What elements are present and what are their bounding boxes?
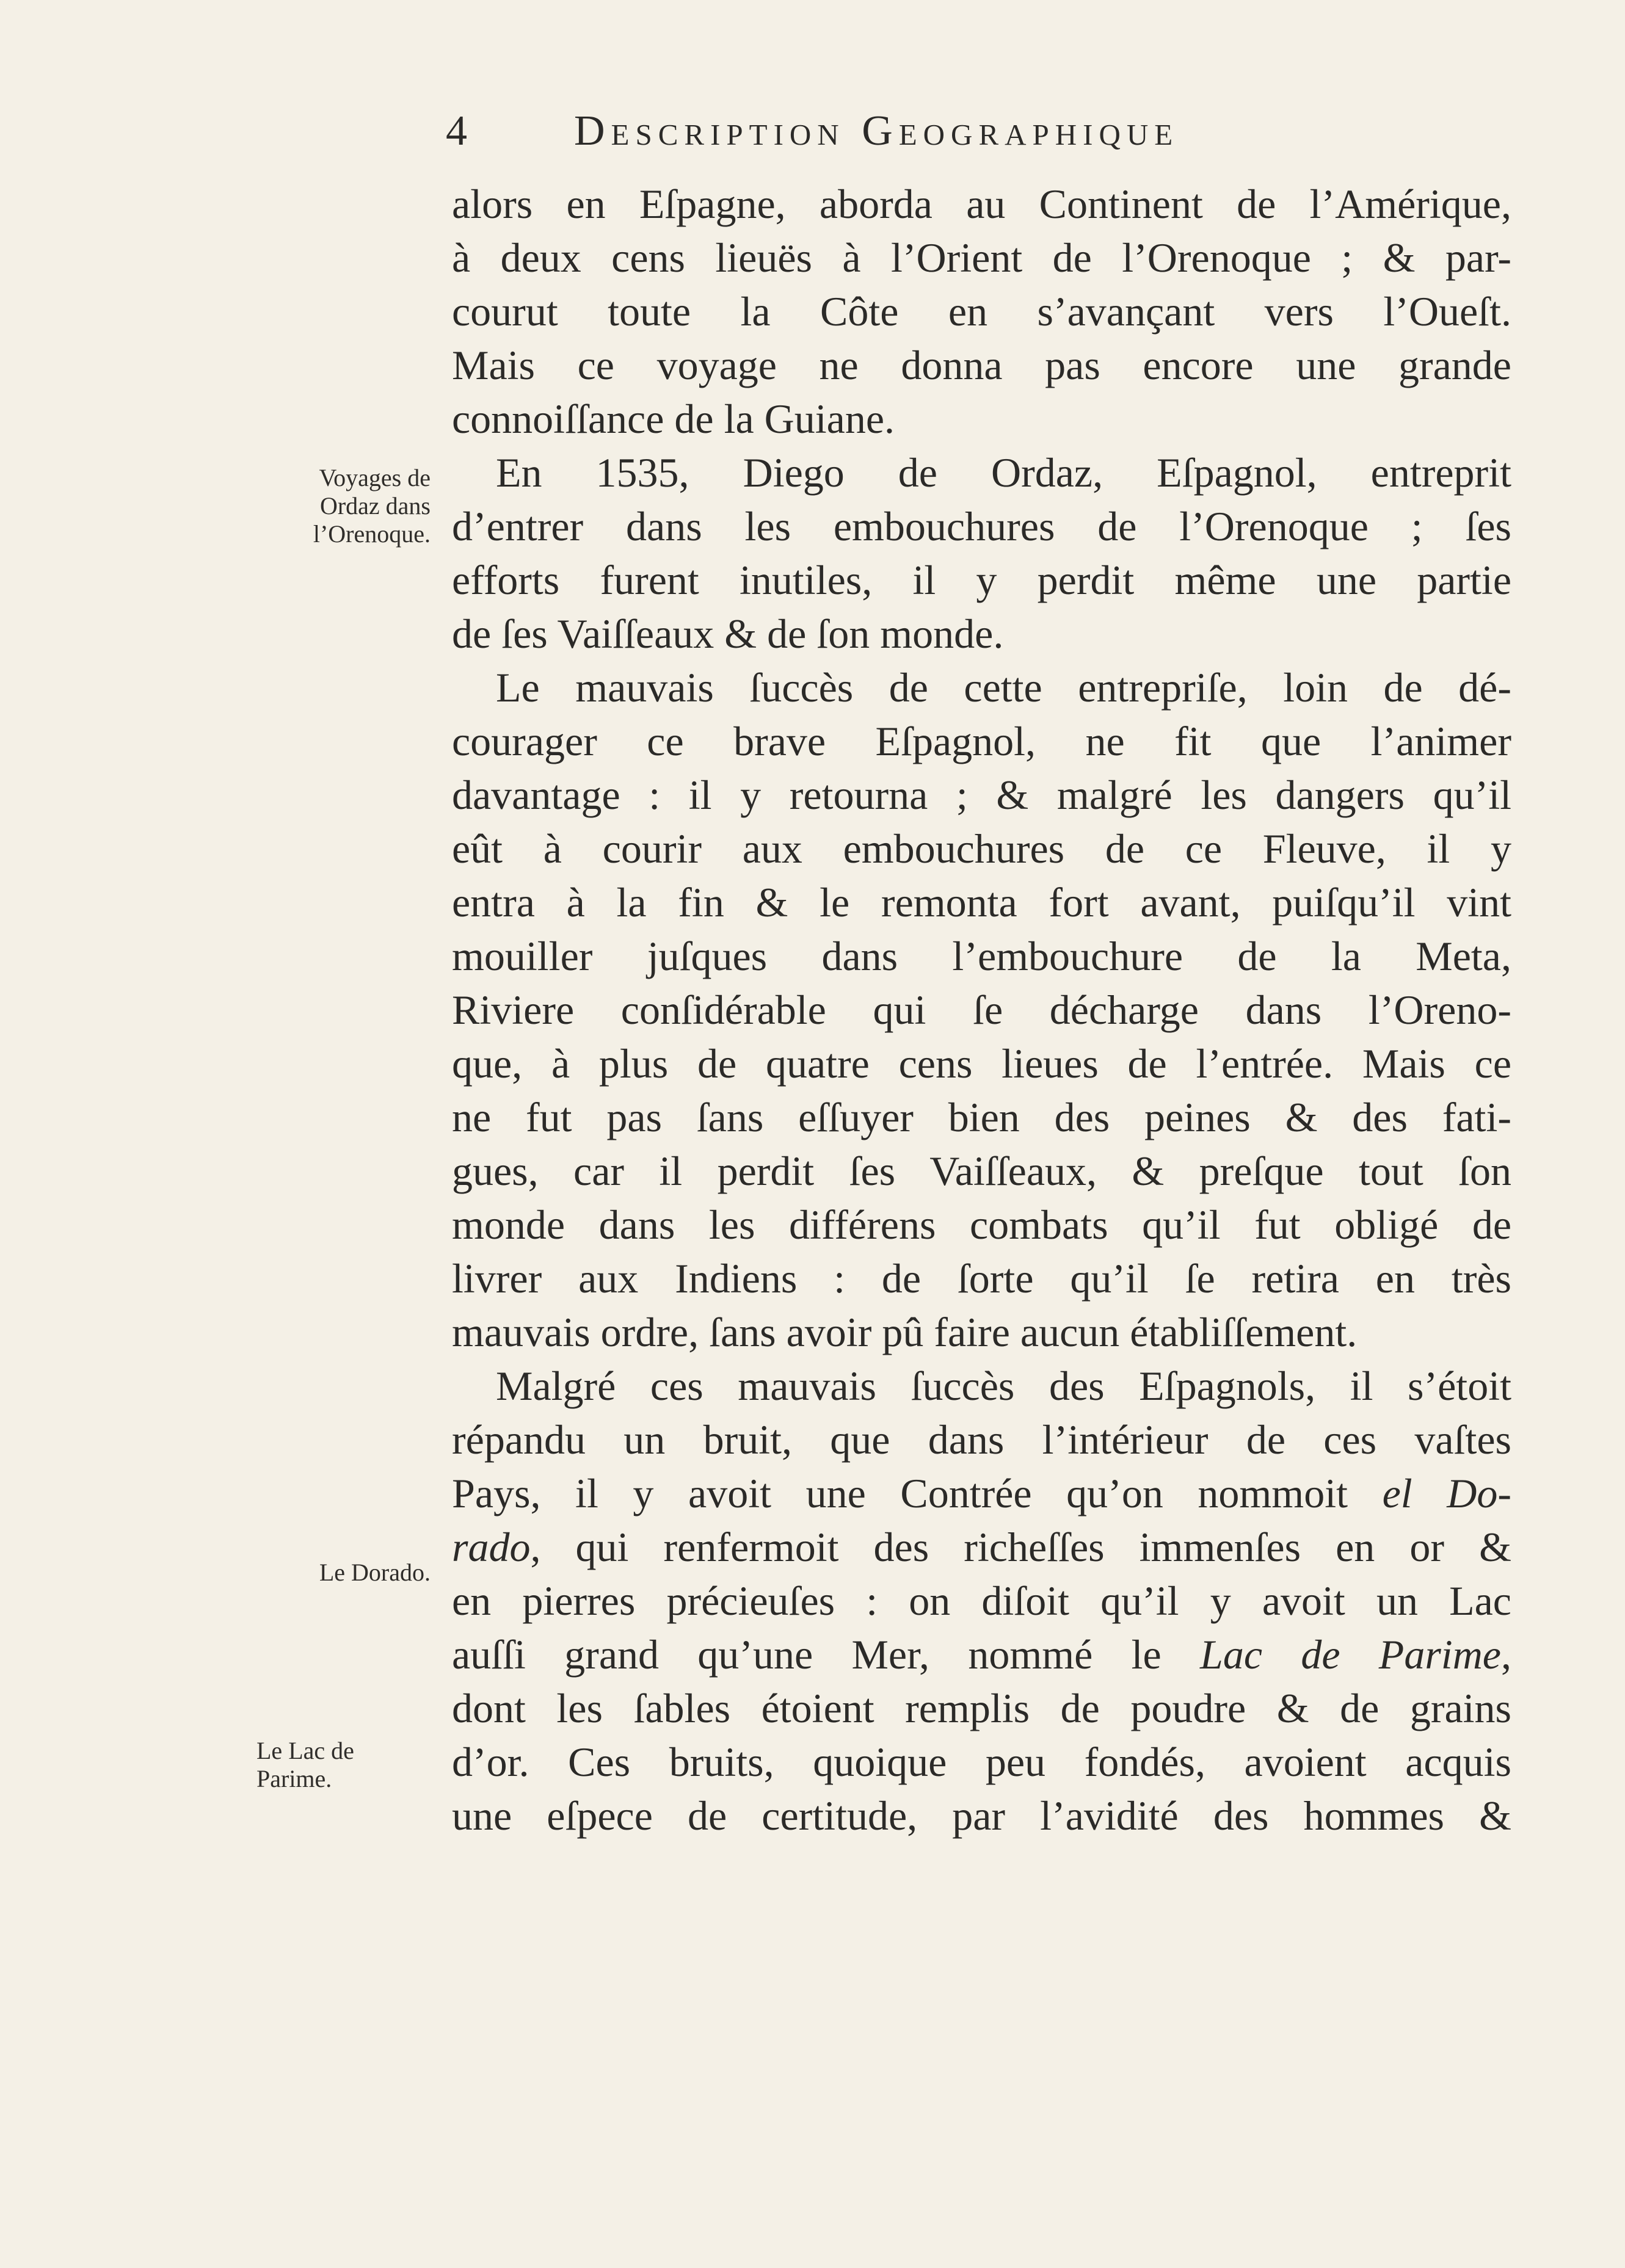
text-line: Malgré ces mauvais ſuccès des Eſpagnols, il s’étoit: [496, 1363, 1511, 1409]
text-line: courager ce brave Eſpagnol, ne fit que l’animer: [452, 718, 1511, 764]
text-line: à deux cens lieuës à l’Orient de l’Orenoque ; & par-: [452, 234, 1511, 281]
text-line: gues, car il perdit ſes Vaiſſeaux, & preſque tout ſon: [452, 1148, 1511, 1194]
text-line: une eſpece de certitude, par l’avidité des hommes &: [452, 1792, 1511, 1839]
text-line: Mais ce voyage ne donna pas encore une grande: [452, 342, 1511, 388]
running-title: Description Geographique: [574, 107, 1179, 154]
text-line: eût à courir aux embouchures de ce Fleuve, il y: [452, 825, 1511, 872]
text-line: répandu un bruit, que dans l’intérieur de ces vaſtes: [452, 1416, 1511, 1463]
text-line: que, à plus de quatre cens lieues de l’entrée. Mais ce: [452, 1040, 1511, 1087]
text-line-dorado: [452, 1466, 1511, 1520]
italic-term: el Do-: [1382, 1470, 1512, 1516]
text-line: dont les ſables étoient remplis de poudre & de grains: [452, 1685, 1511, 1731]
text-segment: Pays, il y avoit une Contrée qu’on nommoit: [452, 1470, 1348, 1516]
text-line: connoiſſance de la Guiane.: [452, 396, 895, 442]
text-segment: ,: [1501, 1631, 1511, 1678]
italic-term: Lac de Parime: [1200, 1631, 1501, 1678]
body-text: [452, 177, 1511, 1842]
text-line: Le mauvais ſuccès de cette entrepriſe, loin de dé-: [496, 664, 1511, 711]
text-line: ne fut pas ſans eſſuyer bien des peines & des fati-: [452, 1094, 1511, 1140]
page-number: 4: [446, 107, 472, 154]
margin-note-dorado: [247, 1559, 431, 1587]
text-line: davantage : il y retourna ; & malgré les dangers qu’il: [452, 772, 1511, 818]
margin-note-line: Ordaz dans: [319, 492, 431, 520]
text-line: d’or. Ces bruits, quoique peu fondés, avoient acquis: [452, 1739, 1511, 1785]
margin-note-line: Le Lac de: [256, 1737, 354, 1764]
margin-note-line: l’Orenoque.: [313, 520, 431, 548]
text-line: En 1535, Diego de Ordaz, Eſpagnol, entreprit: [496, 449, 1511, 496]
text-segment: , qui renfermoit des richeſſes immenſes en or &: [530, 1524, 1511, 1570]
margin-note-voyages: [247, 464, 431, 548]
margin-note-line: Voyages de: [319, 464, 431, 491]
italic-term: rado: [452, 1524, 531, 1570]
text-line: monde dans les différens combats qu’il fut obligé de: [452, 1201, 1511, 1248]
text-line: en pierres précieuſes : on diſoit qu’il y avoit un Lac: [452, 1578, 1511, 1624]
text-line: de ſes Vaiſſeaux & de ſon monde.: [452, 610, 1004, 657]
page-header: [446, 107, 1496, 168]
text-line: efforts furent inutiles, il y perdit même une partie: [452, 557, 1511, 603]
text-line: mouiller juſques dans l’embouchure de la Meta,: [452, 933, 1511, 979]
text-line: [452, 1520, 1511, 1574]
text-line: mauvais ordre, ſans avoir pû faire aucun établiſſement.: [452, 1309, 1358, 1355]
text-line-parime: [452, 1628, 1511, 1681]
margin-note-line: Parime.: [256, 1765, 332, 1792]
margin-note-line: Le Dorado.: [319, 1559, 431, 1586]
text-segment: auſſi grand qu’une Mer, nommé le: [452, 1631, 1161, 1678]
text-line: alors en Eſpagne, aborda au Continent de l’Amérique,: [452, 181, 1511, 227]
text-line: courut toute la Côte en s’avançant vers l’Oueſt.: [452, 288, 1511, 335]
margin-note-lac: [256, 1737, 440, 1793]
text-line: livrer aux Indiens : de ſorte qu’il ſe retira en très: [452, 1255, 1511, 1302]
text-line: entra à la fin & le remonta fort avant, puiſqu’il vint: [452, 879, 1511, 926]
text-line: d’entrer dans les embouchures de l’Orenoque ; ſes: [452, 503, 1511, 549]
text-line: Riviere conſidérable qui ſe décharge dans l’Oreno-: [452, 987, 1511, 1033]
